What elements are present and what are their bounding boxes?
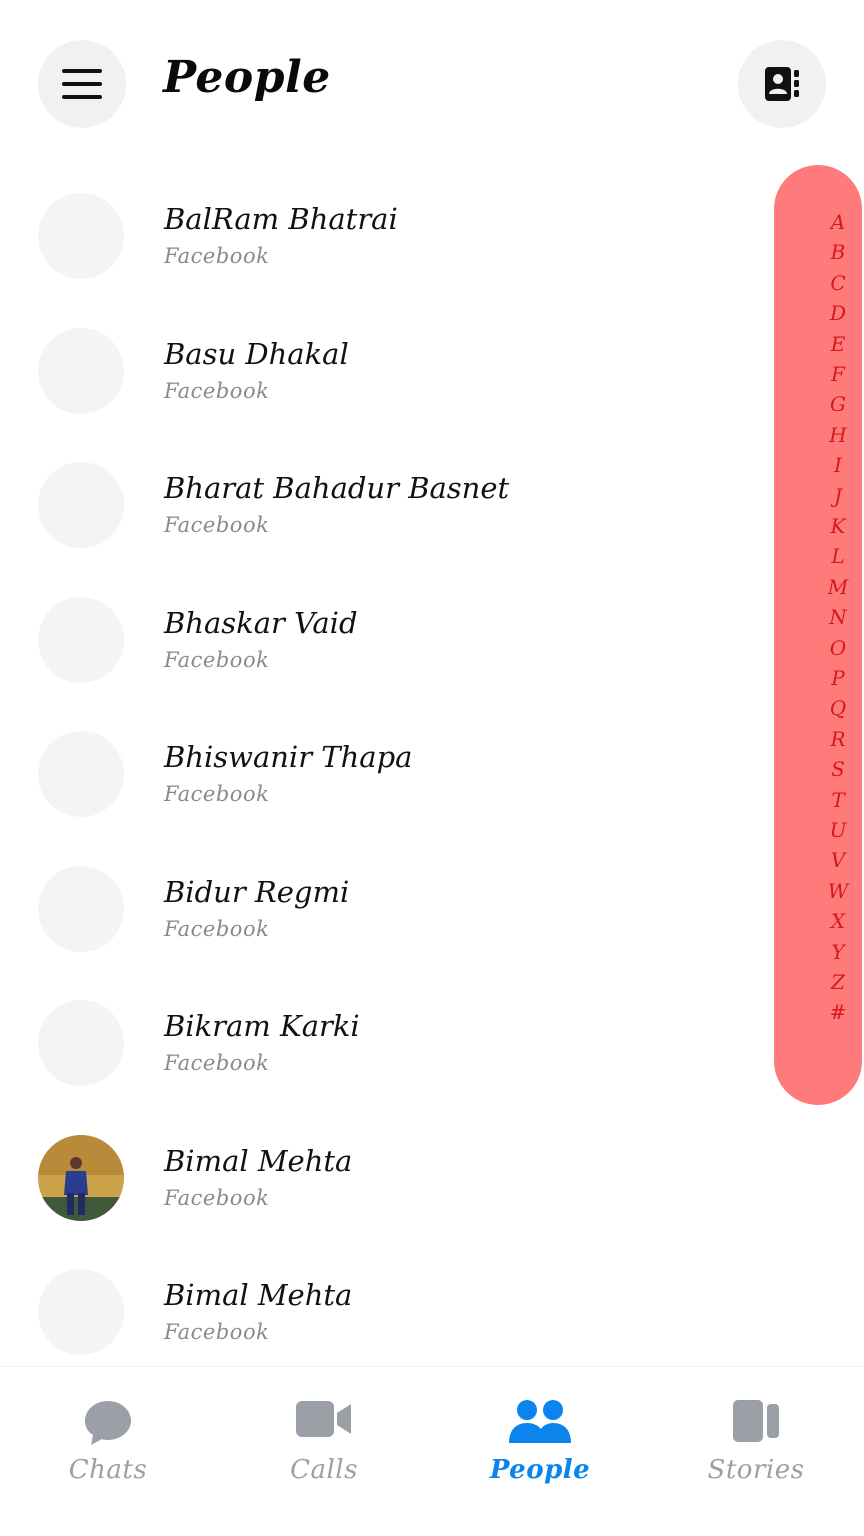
alphabet-index-letter[interactable]: Y	[831, 939, 845, 964]
contacts-button[interactable]	[738, 40, 826, 128]
alphabet-index-letter[interactable]: H	[829, 422, 847, 447]
avatar	[38, 1135, 124, 1221]
hamburger-icon	[61, 67, 103, 101]
contact-row[interactable]	[0, 706, 770, 840]
tab-calls-label: Calls	[290, 1455, 358, 1485]
alphabet-index-letter[interactable]: J	[833, 483, 843, 508]
alphabet-index-letter[interactable]: C	[830, 270, 846, 295]
contact-source: Facebook	[164, 244, 270, 268]
alphabet-index-letter[interactable]: E	[830, 331, 846, 356]
avatar	[38, 328, 124, 414]
contact-row[interactable]	[0, 437, 770, 571]
alphabet-index-letter[interactable]: M	[827, 574, 849, 599]
alphabet-index-letter[interactable]: I	[834, 453, 842, 478]
alphabet-index-letter[interactable]: A	[830, 210, 846, 234]
contact-name: Basu Dhakal	[164, 336, 349, 371]
alphabet-index-letter[interactable]: W	[827, 878, 849, 903]
avatar	[38, 193, 124, 279]
avatar	[38, 462, 124, 548]
tab-people[interactable]	[432, 1367, 648, 1536]
stories-icon	[732, 1399, 780, 1443]
alphabet-index-letter[interactable]: O	[829, 635, 847, 660]
alphabet-index-letter[interactable]: K	[830, 514, 846, 538]
contact-source: Facebook	[164, 1051, 270, 1075]
contact-row[interactable]	[0, 841, 770, 975]
tab-calls[interactable]	[216, 1367, 432, 1536]
contact-source: Facebook	[164, 1320, 270, 1344]
contact-source: Facebook	[164, 647, 270, 672]
tab-chats-label: Chats	[68, 1455, 148, 1485]
chat-bubble-icon	[83, 1399, 133, 1447]
contact-name: Bimal Mehta	[164, 1143, 353, 1178]
alphabet-index-letter[interactable]: T	[831, 787, 845, 812]
avatar	[38, 1269, 124, 1355]
contact-row[interactable]	[0, 1244, 770, 1378]
contact-name: Bhiswanir Thapa	[164, 740, 413, 774]
alphabet-index-letter[interactable]: G	[830, 392, 846, 417]
alphabet-index-letter[interactable]: Q	[829, 696, 847, 721]
contact-row[interactable]	[0, 572, 770, 706]
menu-button[interactable]	[38, 40, 126, 128]
tab-stories[interactable]	[648, 1367, 864, 1536]
contact-source: Facebook	[164, 782, 270, 806]
tab-people-label: People	[489, 1455, 591, 1485]
alphabet-index-letter[interactable]: #	[829, 1000, 847, 1025]
contact-row[interactable]	[0, 1110, 770, 1244]
avatar	[38, 597, 124, 683]
video-camera-icon	[295, 1399, 353, 1439]
alphabet-index-letter[interactable]: V	[830, 848, 846, 873]
contact-source: Facebook	[164, 513, 270, 537]
alphabet-index-letter[interactable]: N	[829, 605, 847, 630]
alphabet-index-letter[interactable]: S	[831, 757, 845, 782]
contact-name: Bidur Regmi	[164, 874, 350, 909]
avatar	[38, 731, 124, 817]
alphabet-index-letter[interactable]: P	[831, 666, 845, 690]
tab-stories-label: Stories	[707, 1455, 805, 1485]
alphabet-index-letter[interactable]: L	[831, 544, 845, 569]
contact-row[interactable]	[0, 303, 770, 437]
alphabet-index[interactable]	[774, 165, 862, 1105]
bottom-tab-bar	[0, 1366, 864, 1536]
top-bar	[0, 0, 864, 165]
contact-name: Bikram Karki	[164, 1009, 360, 1043]
contact-row[interactable]	[0, 975, 770, 1109]
avatar	[38, 866, 124, 952]
alphabet-index-letter[interactable]: F	[831, 362, 845, 386]
alphabet-index-letter[interactable]: X	[830, 909, 846, 934]
contact-name: BalRam Bhatrai	[164, 202, 398, 236]
people-icon	[507, 1399, 573, 1445]
alphabet-index-letter[interactable]: Z	[831, 970, 845, 994]
contact-row[interactable]	[0, 168, 770, 302]
contact-name: Bhaskar Vaid	[164, 605, 358, 640]
contact-name: Bharat Bahadur Basnet	[164, 471, 510, 505]
alphabet-index-letter[interactable]: D	[829, 301, 847, 326]
page-title: People	[163, 52, 331, 103]
avatar	[38, 1000, 124, 1086]
contact-source: Facebook	[164, 1185, 270, 1210]
contact-name: Bimal Mehta	[164, 1278, 353, 1312]
contact-book-icon	[762, 64, 802, 104]
alphabet-index-letter[interactable]: U	[829, 818, 847, 842]
alphabet-index-letter[interactable]: R	[830, 726, 846, 751]
contact-source: Facebook	[164, 916, 270, 941]
contact-source: Facebook	[164, 378, 270, 403]
alphabet-index-letter[interactable]: B	[830, 240, 846, 265]
tab-chats[interactable]	[0, 1367, 216, 1536]
